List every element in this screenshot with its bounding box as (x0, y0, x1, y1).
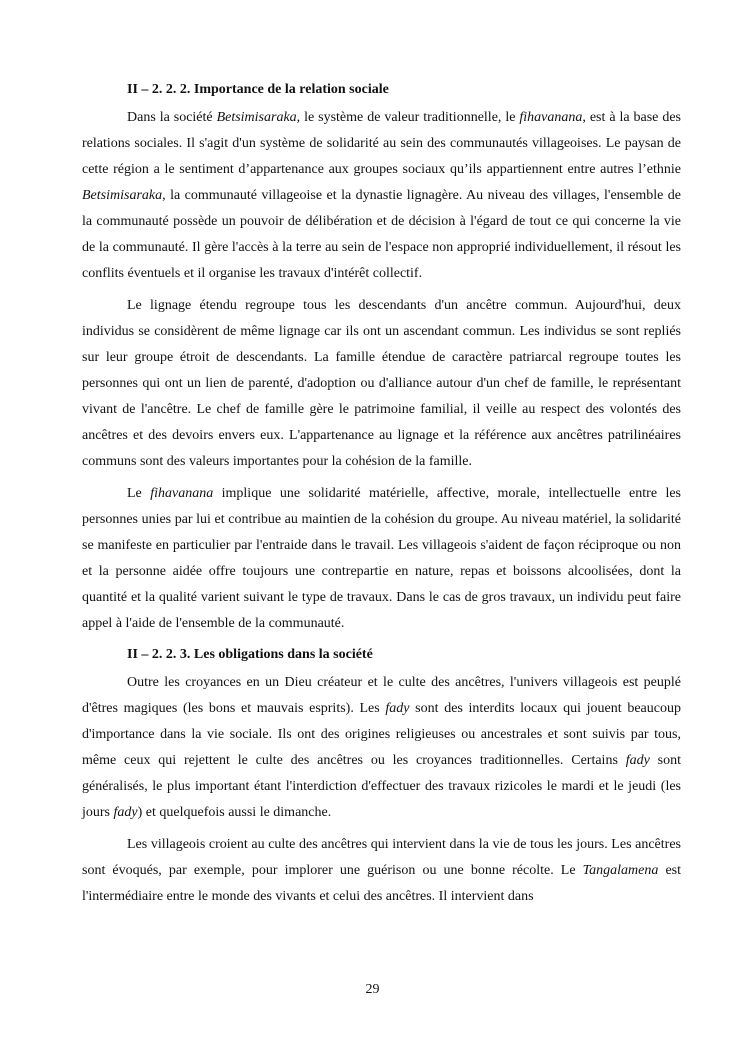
italic-term: fady (113, 805, 138, 820)
italic-term: fihavanana (519, 110, 583, 125)
italic-term: fihavanana (150, 486, 214, 501)
text-run: , le système de valeur traditionnelle, le (296, 110, 520, 125)
page-number: 29 (365, 982, 380, 997)
text-run: Dans la société (127, 110, 217, 125)
text-run: Le lignage étendu regroupe tous les descendants d'un ancêtre commun. Aujourd'hui, deux individus se considèrent de même lignage car ils ont un ascendant commun. Les individus se sont repliés sur leur groupe étroit de descendants. La famille étendue de caractère patriarcal regroupe toutes les personnes qui ont un lien de parenté, d'adoption ou d'alliance autour d'un chef de famille, le représentant vivant de l'ancêtre. Le chef de famille gère le patrimoine familial, il veille au respect des volontés des ancêtres et des devoirs envers eux. L'appartenance au lignage et la référence aux ancêtres patrilinéaires communs sont des valeurs importantes pour la cohésion de la famille. (82, 298, 681, 469)
text-run: , la communauté villageoise et la dynastie lignagère. Au niveau des villages, l'ensemble de la communauté possède un pouvoir de délibération et de décision à l'égard de tout ce qui concerne la vie de la communauté. Il gère l'accès à la terre au sein de l'espace non approprié individuellement, il résout les conflits éventuels et il organise les travaux d'intérêt collectif. (82, 188, 681, 281)
text-run: Outre les croyances en un Dieu créateur et le culte des ancêtres, l'univers villageois est peuplé d'êtres magiques (les bons et mauvais esprits). Les (82, 675, 681, 716)
text-run: sont des interdits locaux qui jouent beaucoup d'importance dans la vie sociale. Ils ont des origines religieuses ou ancestrales et sont suivis par tous, même ceux qui rejettent le culte des ancêtres ou les croyances traditionnelles. Certains (82, 701, 681, 768)
text-run: sont généralisés, le plus important étant l'interdiction d'effectuer des travaux rizicoles le mardi et le jeudi (les jours (82, 753, 681, 820)
paragraph (82, 832, 681, 910)
italic-term: fady (625, 753, 650, 768)
text-run: , est à la base des relations sociales. Il s'agit d'un système de solidarité au sein des communautés villageoises. Le paysan de cette région a le sentiment d’appartenance aux groupes sociaux qu’ils appartiennent entre autres l’ethnie (82, 110, 681, 177)
paragraph (82, 670, 681, 826)
italic-term: fady (385, 701, 410, 716)
text-run: est l'intermédiaire entre le monde des vivants et celui des ancêtres. Il intervient dans (82, 863, 681, 904)
paragraph (82, 293, 681, 475)
section-heading: II – 2. 2. 3. Les obligations dans la société (127, 647, 373, 662)
italic-term: Tangalamena (582, 863, 659, 878)
text-run: Le (127, 486, 151, 501)
paragraph (82, 105, 681, 287)
text-run: implique une solidarité matérielle, affective, morale, intellectuelle entre les personnes unies par lui et contribue au maintien de la cohésion du groupe. Au niveau matériel, la solidarité se manifeste en particulier par l'entraide dans le travail. Les villageois s'aident de façon réciproque ou non et la personne aidée offre toujours une contrepartie en nature, repas et boissons alcoolisées, dont la quantité et la qualité varient suivant le type de travaux. Dans le cas de gros travaux, un individu peut faire appel à l'aide de l'ensemble de la communauté. (82, 486, 682, 631)
italic-term: Betsimisaraka (82, 188, 163, 203)
section-heading: II – 2. 2. 2. Importance de la relation sociale (127, 82, 389, 97)
text-run: ) et quelquefois aussi le dimanche. (137, 805, 332, 820)
text-run: Les villageois croient au culte des ancêtres qui intervient dans la vie de tous les jours. Les ancêtres sont évoqués, par exemple, pour implorer une guérison ou une bonne récolte. Le (82, 837, 681, 878)
paragraph (82, 481, 681, 637)
page-content (82, 78, 681, 916)
italic-term: Betsimisaraka (216, 110, 297, 125)
